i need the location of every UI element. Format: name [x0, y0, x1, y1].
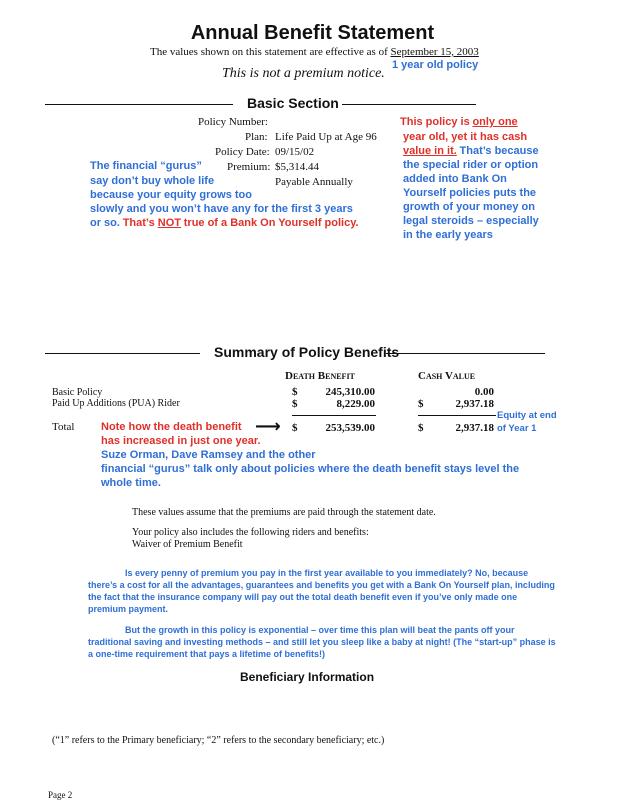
- gurus-line-5-b: That’s: [122, 217, 155, 229]
- policy-date-label: Policy Date:: [215, 146, 270, 158]
- page-number: Page 2: [48, 790, 73, 800]
- summary-rule-left: [45, 353, 200, 354]
- equity-note-1: Equity at end: [497, 410, 557, 421]
- right-note-3-red: value in it.: [403, 145, 457, 157]
- total-rule-death: [292, 415, 376, 416]
- gurus-line-5-c: true of a Bank On Yourself policy.: [183, 217, 359, 229]
- gurus-line-5: [90, 217, 359, 229]
- note-p1-line-4: premium payment.: [88, 604, 169, 614]
- right-note-line-8: legal steroids – especially: [403, 215, 539, 227]
- beneficiary-footnote: (“1” refers to the Primary beneficiary; “2” refers to the secondary beneficiary; etc.): [52, 735, 385, 746]
- payable-annually: Payable Annually: [275, 176, 353, 188]
- row-basic-cash: 0.00: [474, 386, 494, 398]
- note-p1-line-1: Is every penny of premium you pay in the first year available to you immediately? No, because: [125, 568, 529, 578]
- note-p2-line-2: traditional saving and investing methods – and still let you sleep like a baby at night! (The “start-up” phase is: [88, 637, 556, 647]
- basic-section-heading: Basic Section: [247, 95, 339, 111]
- row-pua-csign: $: [418, 398, 424, 410]
- page-title: Annual Benefit Statement: [190, 22, 435, 44]
- right-note-line-7: growth of your money on: [403, 201, 535, 213]
- gurus-line-4: slowly and you won’t have any for the first 3 years: [90, 203, 353, 215]
- right-note-only: only one: [472, 116, 518, 128]
- suze-line-3: whole time.: [101, 477, 161, 489]
- col-cash-value: Cash Value: [418, 370, 476, 382]
- note-p1-line-3: the fact that the insurance company will pay out the total death benefit even if you’ve only made one: [88, 592, 518, 602]
- policy-date-value: 09/15/02: [275, 146, 315, 158]
- note-year-old: 1 year old policy: [392, 59, 479, 71]
- plan-label: Plan:: [245, 131, 268, 143]
- premium-value: $5,314.44: [275, 161, 319, 173]
- right-note-line-9: in the early years: [403, 229, 493, 241]
- gurus-line-3: because your equity grows too: [90, 189, 252, 201]
- total-cash: 2,937.18: [455, 422, 494, 434]
- total-csign: $: [418, 422, 424, 434]
- right-note-line-2: year old, yet it has cash: [403, 131, 528, 143]
- row-pua-cash: 2,937.18: [455, 398, 494, 410]
- assume-line-2: Your policy also includes the following riders and benefits:: [132, 527, 369, 538]
- right-note-line-3: [403, 145, 539, 157]
- right-note-line-6: Yourself policies puts the: [403, 187, 537, 199]
- gurus-line-5-a: or so.: [90, 217, 120, 229]
- right-note-1a: This policy is: [400, 116, 470, 128]
- arrow-icon: ⟶: [255, 416, 281, 437]
- effective-prefix: The values shown on this statement are effective as of: [150, 46, 388, 58]
- note-p2-line-1: But the growth in this policy is exponential – over time this plan will beat the pants off your: [125, 625, 515, 635]
- total-label: Total: [52, 421, 75, 433]
- right-note-line-4: the special rider or option: [403, 159, 539, 171]
- row-pua-label: Paid Up Additions (PUA) Rider: [52, 398, 180, 409]
- effective-date: September 15, 2003: [390, 46, 479, 58]
- policy-number-label: Policy Number:: [198, 116, 268, 128]
- row-pua-dsign: $: [292, 398, 298, 410]
- total-rule-cash: [418, 415, 496, 416]
- suze-line-2: financial “gurus” talk only about policies where the death benefit stays level the: [101, 463, 520, 475]
- total-death: 253,539.00: [325, 422, 375, 434]
- row-pua-death: 8,229.00: [336, 398, 375, 410]
- note-death-line-1: Note how the death benefit: [101, 421, 242, 433]
- col-death-benefit: Death Benefit: [285, 370, 355, 382]
- assume-line-1: These values assume that the premiums are paid through the statement date.: [132, 507, 436, 518]
- gurus-line-5-not: NOT: [157, 217, 181, 229]
- premium-label: Premium:: [227, 161, 271, 173]
- summary-heading: Summary of Policy Benefits: [214, 344, 400, 360]
- beneficiary-heading: Beneficiary Information: [240, 670, 375, 684]
- summary-rule-right: [386, 353, 545, 354]
- right-note-line-5: added into Bank On: [403, 173, 507, 185]
- right-note-line-1: [400, 116, 518, 128]
- row-basic-dsign: $: [292, 386, 298, 398]
- gurus-line-2: say don’t buy whole life: [90, 175, 215, 187]
- total-dsign: $: [292, 422, 298, 434]
- note-p2-line-3: a one-time requirement that pays a lifetime of benefits!): [88, 649, 326, 659]
- not-premium-notice: This is not a premium notice.: [222, 66, 385, 81]
- right-note-3-blue: That’s because: [459, 145, 539, 157]
- assume-line-3: Waiver of Premium Benefit: [132, 539, 243, 550]
- note-death-line-2: has increased in just one year.: [101, 435, 261, 447]
- row-basic-label: Basic Policy: [52, 387, 103, 398]
- plan-value: Life Paid Up at Age 96: [275, 131, 377, 143]
- row-basic-death: 245,310.00: [325, 386, 375, 398]
- effective-line: [150, 46, 479, 58]
- gurus-line-1: The financial “gurus”: [90, 160, 202, 172]
- equity-note-2: of Year 1: [497, 423, 537, 434]
- basic-rule-left: [45, 104, 233, 105]
- basic-rule-right: [342, 104, 476, 105]
- suze-line-1: Suze Orman, Dave Ramsey and the other: [101, 449, 316, 461]
- note-p1-line-2: there’s a cost for all the advantages, guarantees and benefits you get with a Bank On Yourself plan, including: [88, 580, 555, 590]
